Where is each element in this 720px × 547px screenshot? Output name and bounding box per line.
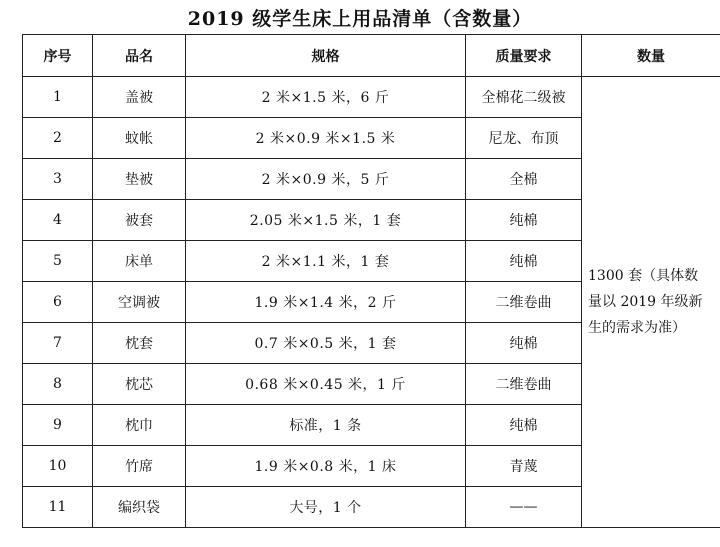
row-no-cell: 7: [23, 323, 93, 364]
header-spec: 规格: [186, 35, 466, 77]
row-name-cell: 枕芯: [93, 364, 186, 405]
row-quality-cell: 纯棉: [466, 405, 582, 446]
row-spec-cell: 2 米×1.1 米，1 套: [186, 241, 466, 282]
table-row: [23, 77, 720, 118]
header-quality: 质量要求: [466, 35, 582, 77]
row-name-cell: 竹席: [93, 446, 186, 487]
row-no-cell: 3: [23, 159, 93, 200]
row-name-cell: 被套: [93, 200, 186, 241]
row-no-cell: 10: [23, 446, 93, 487]
row-quality-cell: 二维卷曲: [466, 282, 582, 323]
row-quality-cell: 纯棉: [466, 241, 582, 282]
header-name: 品名: [93, 35, 186, 77]
row-quality-cell: 全棉花二级被: [466, 77, 582, 118]
row-quality-cell: 尼龙、布顶: [466, 118, 582, 159]
row-name-cell: 床单: [93, 241, 186, 282]
row-no-cell: 8: [23, 364, 93, 405]
row-no-cell: 1: [23, 77, 93, 118]
row-name-cell: 蚊帐: [93, 118, 186, 159]
row-spec-cell: 2.05 米×1.5 米，1 套: [186, 200, 466, 241]
row-quality-cell: ——: [466, 487, 582, 528]
row-name-cell: 编织袋: [93, 487, 186, 528]
header-qty: 数量: [582, 35, 720, 77]
row-spec-cell: 2 米×0.9 米，5 斤: [186, 159, 466, 200]
row-no-cell: 4: [23, 200, 93, 241]
row-name-cell: 枕巾: [93, 405, 186, 446]
row-quality-cell: 二维卷曲: [466, 364, 582, 405]
row-no-cell: 11: [23, 487, 93, 528]
row-spec-cell: 1.9 米×0.8 米，1 床: [186, 446, 466, 487]
row-spec-cell: 标准，1 条: [186, 405, 466, 446]
row-spec-cell: 0.68 米×0.45 米，1 斤: [186, 364, 466, 405]
row-spec-cell: 2 米×1.5 米，6 斤: [186, 77, 466, 118]
row-spec-cell: 2 米×0.9 米×1.5 米: [186, 118, 466, 159]
row-no-cell: 2: [23, 118, 93, 159]
row-spec-cell: 1.9 米×1.4 米，2 斤: [186, 282, 466, 323]
row-name-cell: 空调被: [93, 282, 186, 323]
row-name-cell: 盖被: [93, 77, 186, 118]
row-quality-cell: 纯棉: [466, 200, 582, 241]
header-no: 序号: [23, 35, 93, 77]
row-quality-cell: 纯棉: [466, 323, 582, 364]
row-quality-cell: 青蔑: [466, 446, 582, 487]
row-no-cell: 6: [23, 282, 93, 323]
row-quality-cell: 全棉: [466, 159, 582, 200]
page-title: 2019 级学生床上用品清单（含数量）: [187, 8, 533, 30]
row-spec-cell: 大号，1 个: [186, 487, 466, 528]
table-body: [23, 77, 720, 528]
row-no-cell: 9: [23, 405, 93, 446]
row-spec-cell: 0.7 米×0.5 米，1 套: [186, 323, 466, 364]
bedding-list-table: [22, 34, 720, 528]
row-name-cell: 枕套: [93, 323, 186, 364]
row-name-cell: 垫被: [93, 159, 186, 200]
table-header-row: [23, 35, 720, 77]
row-no-cell: 5: [23, 241, 93, 282]
quantity-note-cell: 1300 套（具体数量以 2019 年级新生的需求为准）: [582, 77, 720, 528]
